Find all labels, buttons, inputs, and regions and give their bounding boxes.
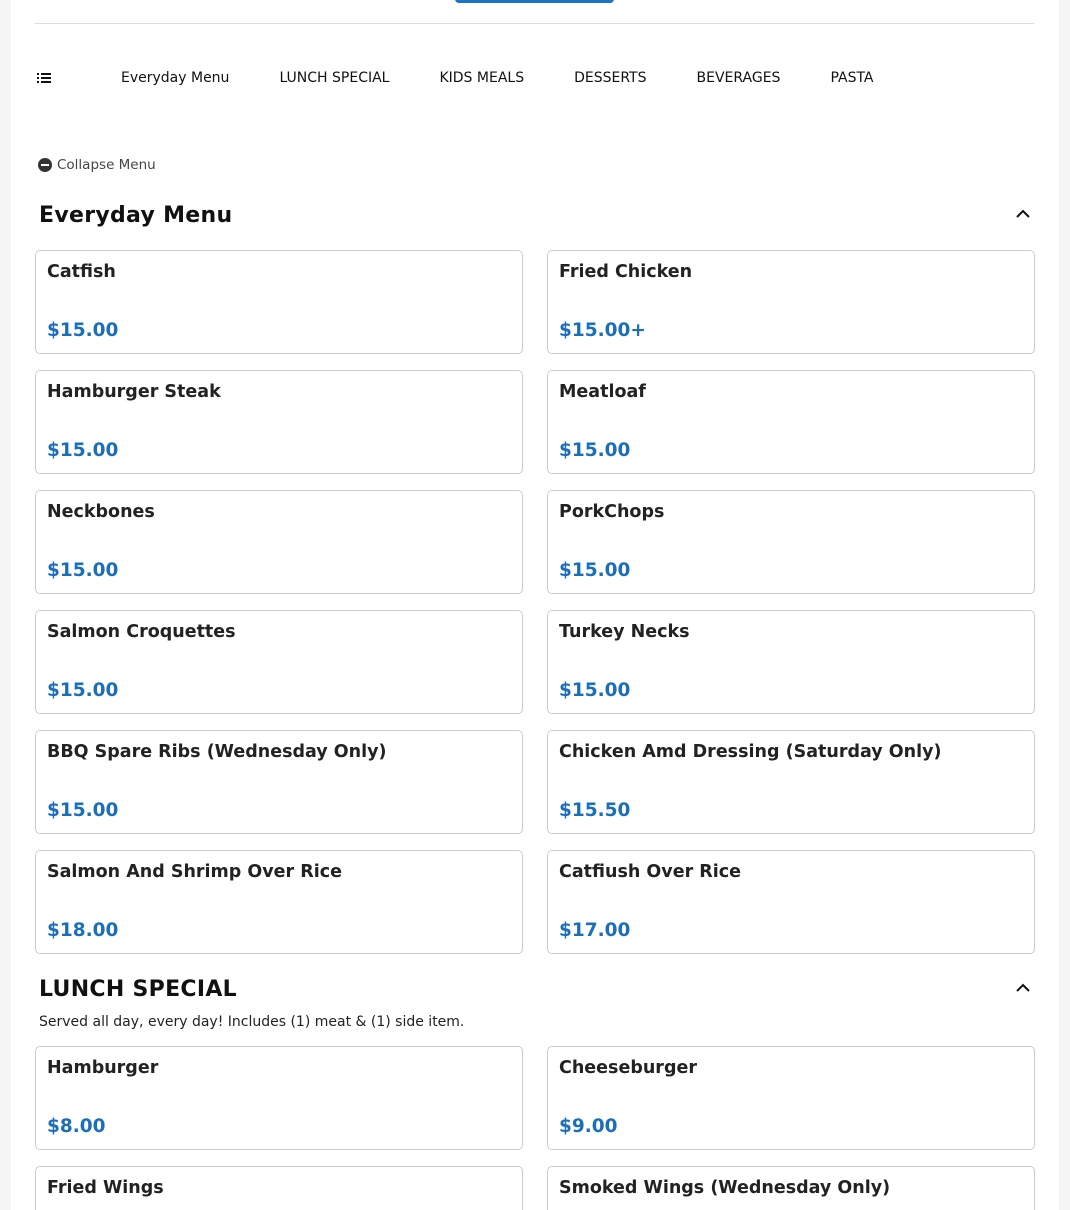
category-menu-toggle[interactable] (35, 58, 121, 98)
menu-item-price: $15.00 (47, 680, 119, 701)
menu-item-name: Salmon And Shrimp Over Rice (47, 862, 342, 882)
nav-item-desserts[interactable]: DESSERTS (574, 70, 647, 86)
collapse-menu-label: Collapse Menu (57, 157, 156, 173)
menu-item-price: $15.00 (47, 320, 119, 341)
menu-item-name: Hamburger Steak (47, 382, 221, 402)
menu-item-card[interactable] (35, 1166, 523, 1210)
menu-item-price: $15.00 (559, 440, 631, 461)
menu-item-price: $9.00 (559, 1116, 618, 1137)
menu-item-price: $18.00 (47, 920, 119, 941)
menu-item-card[interactable] (547, 250, 1035, 354)
menu-item-price: $15.00+ (559, 320, 646, 341)
menu-item-price: $17.00 (559, 920, 631, 941)
menu-item-price: $15.00 (47, 440, 119, 461)
nav-item-everyday-menu[interactable]: Everyday Menu (121, 70, 230, 86)
menu-item-name: Neckbones (47, 502, 155, 522)
menu-item-card[interactable] (547, 490, 1035, 594)
menu-item-price: $15.00 (47, 560, 119, 581)
menu-item-name: Meatloaf (559, 382, 646, 402)
collapse-menu-button[interactable] (38, 157, 156, 173)
menu-item-name: Catfish (47, 262, 116, 282)
menu-item-price: $15.00 (559, 680, 631, 701)
menu-item-card[interactable] (35, 370, 523, 474)
section-title: Everyday Menu (39, 203, 233, 228)
menu-item-name: Hamburger (47, 1058, 159, 1078)
menu-item-name: Cheeseburger (559, 1058, 697, 1078)
menu-item-price: $8.00 (47, 1116, 106, 1137)
menu-item-card[interactable] (35, 490, 523, 594)
top-action-button[interactable] (455, 0, 614, 3)
nav-item-lunch-special[interactable]: LUNCH SPECIAL (279, 70, 390, 86)
menu-item-price: $15.00 (47, 800, 119, 821)
menu-item-card[interactable] (35, 250, 523, 354)
menu-item-name: PorkChops (559, 502, 665, 522)
menu-item-card[interactable] (35, 730, 523, 834)
section-description: Served all day, every day! Includes (1) meat & (1) side item. (39, 1014, 465, 1030)
category-nav (35, 58, 1034, 98)
menu-item-card[interactable] (547, 370, 1035, 474)
menu-item-card[interactable] (35, 1046, 523, 1150)
menu-item-card[interactable] (547, 850, 1035, 954)
menu-item-price: $15.50 (559, 800, 631, 821)
menu-item-card[interactable] (547, 610, 1035, 714)
nav-item-kids-meals[interactable]: KIDS MEALS (439, 70, 525, 86)
menu-item-card[interactable] (35, 610, 523, 714)
menu-item-name: Fried Chicken (559, 262, 693, 282)
chevron-up-icon[interactable] (1013, 978, 1033, 998)
section-title: LUNCH SPECIAL (39, 977, 238, 1002)
menu-item-card[interactable] (547, 1046, 1035, 1150)
menu-item-card[interactable] (35, 850, 523, 954)
nav-item-pasta[interactable]: PASTA (830, 70, 874, 86)
menu-item-name: Salmon Croquettes (47, 622, 236, 642)
chevron-up-icon[interactable] (1013, 204, 1033, 224)
page (11, 0, 1059, 1210)
list-icon (37, 72, 51, 84)
minus-circle-icon (38, 158, 52, 172)
top-bar (35, 0, 1034, 24)
menu-item-name: Fried Wings (47, 1178, 164, 1198)
menu-item-card[interactable] (547, 730, 1035, 834)
nav-item-beverages[interactable]: BEVERAGES (696, 70, 781, 86)
menu-grid-everyday (35, 250, 1035, 954)
menu-item-price: $15.00 (559, 560, 631, 581)
menu-item-name: Smoked Wings (Wednesday Only) (559, 1178, 891, 1198)
menu-item-card[interactable] (547, 1166, 1035, 1210)
menu-item-name: BBQ Spare Ribs (Wednesday Only) (47, 742, 387, 762)
menu-item-name: Catfiush Over Rice (559, 862, 742, 882)
menu-item-name: Chicken Amd Dressing (Saturday Only) (559, 742, 942, 762)
menu-item-name: Turkey Necks (559, 622, 690, 642)
section-header-everyday-menu (39, 198, 1035, 234)
menu-grid-lunch-special (35, 1046, 1035, 1210)
section-header-lunch-special (39, 972, 1035, 1008)
